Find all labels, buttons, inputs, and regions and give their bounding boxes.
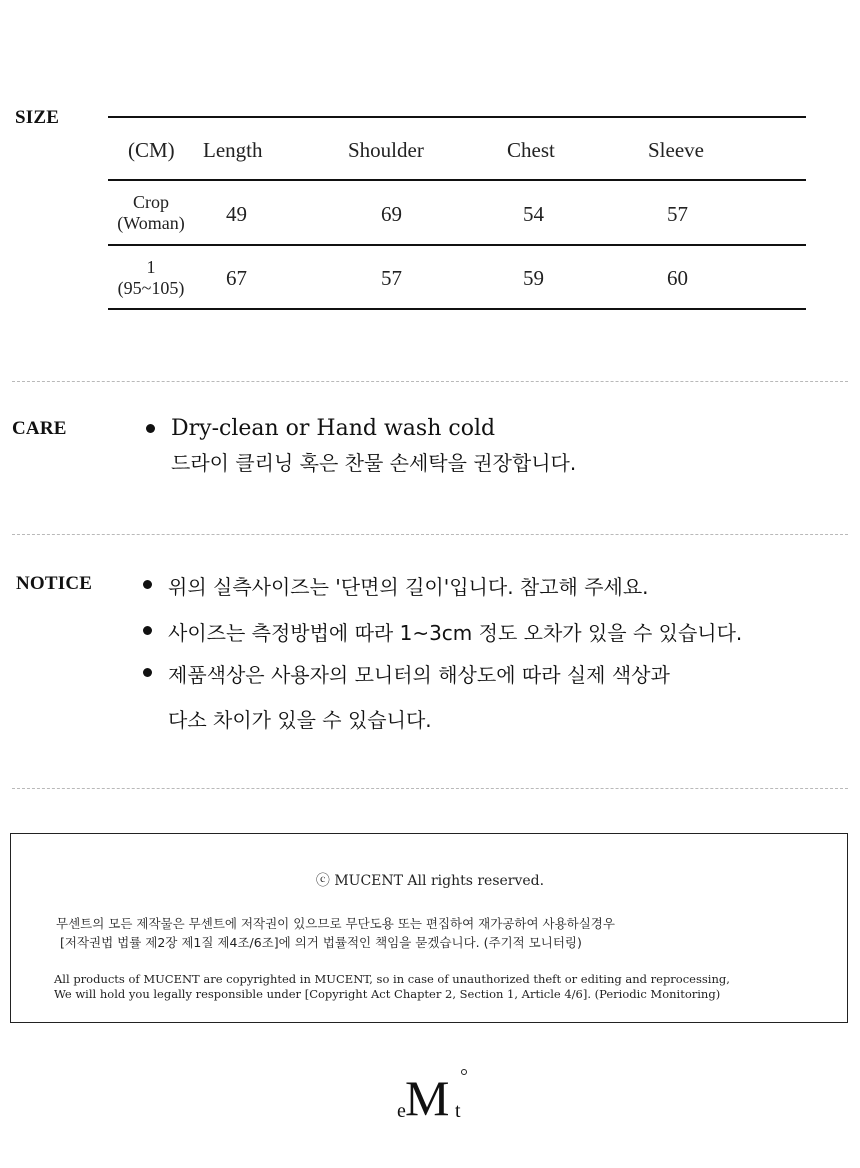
- logo-letter-e: e: [397, 1100, 406, 1122]
- row-label-line1: Crop: [133, 192, 169, 212]
- copyright-ko-line2: [저작권법 법률 제2장 제1질 제4조/6조]에 의거 법률적인 책임을 묻겠습니다. (주기적 모니터링): [60, 935, 582, 950]
- header-chest: Chest: [507, 138, 555, 162]
- notice-item: 사이즈는 측정방법에 따라 1~3cm 정도 오차가 있을 수 있습니다.: [168, 621, 743, 645]
- care-text-en: Dry-clean or Hand wash cold: [171, 416, 496, 441]
- row-rule: [108, 244, 806, 246]
- notice-item-continued: 다소 차이가 있을 수 있습니다.: [168, 708, 432, 732]
- cell-shoulder: 69: [381, 202, 402, 226]
- copyright-en-line2: We will hold you legally responsible under [Copyright Act Chapter 2, Section 1, Article 4/6]. (Periodic Monitoring): [54, 987, 721, 1001]
- divider: [12, 534, 848, 535]
- notice-item: 위의 실측사이즈는 '단면의 길이'입니다. 참고해 주세요.: [168, 575, 649, 599]
- cell-chest: 59: [523, 266, 544, 290]
- header-shoulder: Shoulder: [348, 138, 424, 162]
- size-label: SIZE: [15, 107, 60, 128]
- copyright-title: ⓒ MUCENT All rights reserved.: [315, 873, 545, 889]
- logo-dot-icon: [461, 1069, 467, 1075]
- logo-letter-t: t: [455, 1100, 461, 1122]
- care-text-ko: 드라이 클리닝 혹은 찬물 손세탁을 권장합니다.: [171, 451, 577, 475]
- divider: [12, 788, 848, 789]
- cell-chest: 54: [523, 202, 544, 226]
- brand-logo: [395, 1070, 475, 1126]
- bullet-icon: [143, 580, 152, 589]
- bullet-icon: [143, 668, 152, 677]
- header-rule: [108, 179, 806, 181]
- logo-letter-m: M: [405, 1070, 448, 1126]
- notice-item: 제품색상은 사용자의 모니터의 해상도에 따라 실제 색상과: [168, 663, 670, 687]
- notice-label: NOTICE: [16, 573, 93, 594]
- row-label-line1: 1: [146, 257, 156, 277]
- cell-sleeve: 57: [667, 202, 688, 226]
- divider: [12, 381, 848, 382]
- table-top-rule: [108, 116, 806, 118]
- header-unit: (CM): [128, 138, 175, 162]
- cell-length: 49: [226, 202, 247, 226]
- header-sleeve: Sleeve: [648, 138, 704, 162]
- row-label: [106, 257, 196, 299]
- row-label-line2: (Woman): [117, 213, 185, 233]
- cell-shoulder: 57: [381, 266, 402, 290]
- copyright-en-line1: All products of MUCENT are copyrighted in MUCENT, so in case of unauthorized theft or editing and reprocessing,: [54, 972, 730, 986]
- care-label: CARE: [12, 418, 67, 439]
- cell-sleeve: 60: [667, 266, 688, 290]
- header-length: Length: [203, 138, 263, 162]
- bullet-icon: [143, 626, 152, 635]
- cell-length: 67: [226, 266, 247, 290]
- bullet-icon: [146, 424, 155, 433]
- row-label-line2: (95~105): [117, 278, 185, 298]
- copyright-ko-line1: 무센트의 모든 제작물은 무센트에 저작권이 있으므로 무단도용 또는 편집하여 재가공하여 사용하실경우: [56, 916, 615, 931]
- row-label: [106, 192, 196, 234]
- table-bottom-rule: [108, 308, 806, 310]
